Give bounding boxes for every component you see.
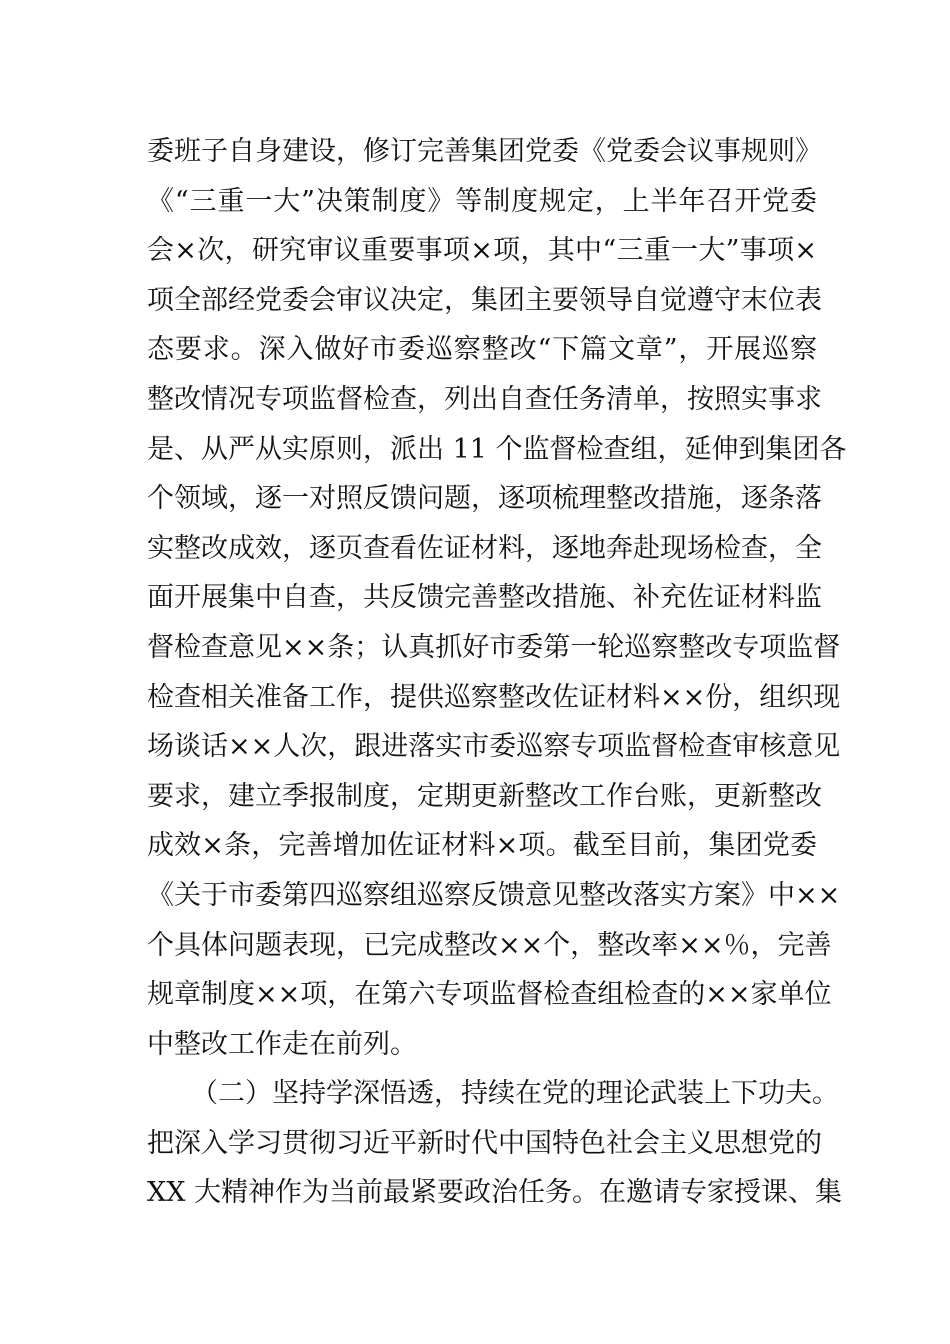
- document-body: [147, 127, 847, 1218]
- text-line: 面开展集中自查，共反馈完善整改措施、补充佐证材料监: [147, 582, 822, 614]
- text-line: 项全部经党委会审议决定，集团主要领导自觉遵守末位表: [147, 284, 822, 316]
- text-line: 是、从严从实原则，派出 11 个监督检查组，延伸到集团各: [147, 433, 847, 465]
- text-line: 规章制度××项，在第六专项监督检查组检查的××家单位: [147, 979, 832, 1011]
- text-line: 实整改成效，逐页查看佐证材料，逐地奔赴现场检查，全: [147, 532, 822, 564]
- text-line: 会×次，研究审议重要事项×项，其中“三重一大”事项×: [147, 235, 817, 267]
- text-line: 《关于市委第四巡察组巡察反馈意见整改落实方案》中××: [147, 879, 841, 911]
- text-line: 检查相关准备工作，提供巡察整改佐证材料××份，组织现: [147, 681, 841, 713]
- text-line: 《“三重一大”决策制度》等制度规定，上半年召开党委: [147, 185, 817, 217]
- text-line: XX 大精神作为当前最紧要政治任务。在邀请专家授课、集: [147, 1177, 843, 1209]
- text-line: 督检查意见××条；认真抓好市委第一轮巡察整改专项监督: [147, 631, 841, 663]
- text-line: 成效×条，完善增加佐证材料×项。截至目前，集团党委: [147, 830, 817, 862]
- text-line: 场谈话××人次，跟进落实市委巡察专项监督检查审核意见: [147, 731, 841, 763]
- text-line: 整改情况专项监督检查，列出自查任务清单，按照实事求: [147, 383, 822, 415]
- text-line: 委班子自身建设，修订完善集团党委《党委会议事规则》: [147, 136, 822, 167]
- text-line: 要求，建立季报制度，定期更新整改工作台账，更新整改: [147, 780, 822, 812]
- text-line: 态要求。深入做好市委巡察整改“下篇文章”，开展巡察: [147, 334, 817, 366]
- section-heading-line: （二）坚持学深悟透，持续在党的理论武装上下功夫。: [191, 1078, 839, 1110]
- text-line: 个领域，逐一对照反馈问题，逐项梳理整改措施，逐条落: [147, 483, 822, 515]
- text-line: 个具体问题表现，已完成整改××个，整改率××％，完善: [147, 929, 832, 961]
- text-line: 把深入学习贯彻习近平新时代中国特色社会主义思想党的: [147, 1127, 822, 1159]
- paragraph-end-line: 中整改工作走在前列。: [147, 1028, 417, 1060]
